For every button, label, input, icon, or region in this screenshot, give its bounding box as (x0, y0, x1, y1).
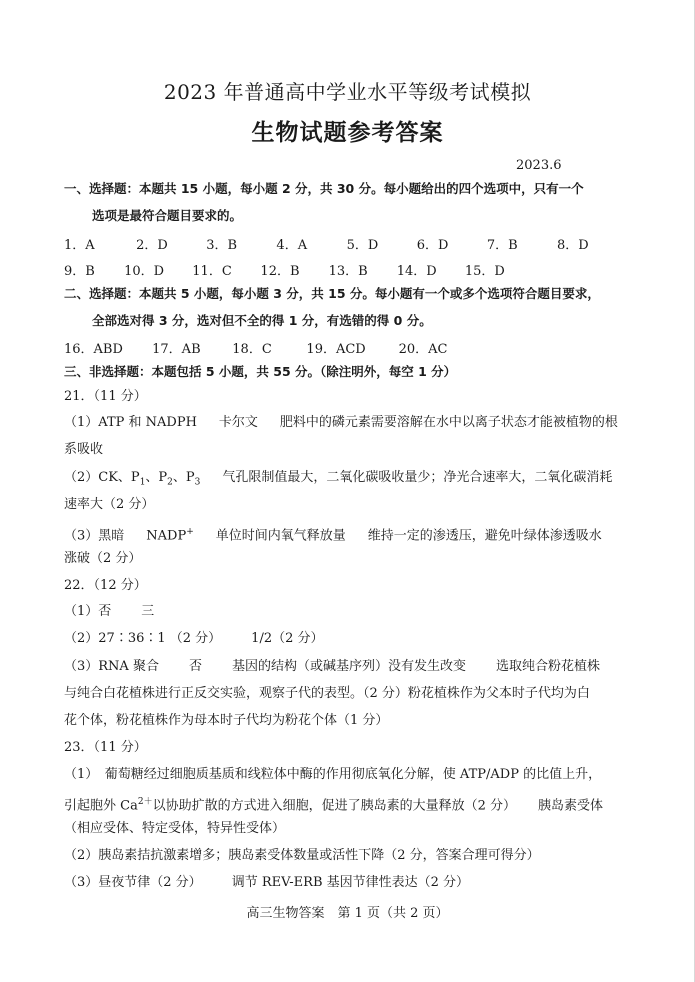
q21-p3-answer-b: NADP (146, 528, 187, 544)
section1-answers-row2 (64, 260, 505, 279)
q23-p3-answer-a: （3）昼夜节律（2 分） (64, 875, 202, 890)
answer-item: 9．B (64, 264, 95, 279)
q22-p3-answer-b: 否 (188, 659, 202, 674)
q23-p1-answer-b: 胰岛素受体 (537, 798, 603, 814)
q22-part1 (64, 603, 154, 621)
answer-item: 13．B (328, 264, 368, 279)
section1-header-line1: 一、选择题：本题共 15 小题，每小题 2 分，共 30 分。每小题给出的四个选项中，只有一个 (64, 181, 584, 196)
superscript: + (186, 527, 194, 537)
answer-item: 14．D (396, 264, 437, 279)
section2-header-line1: 二、选择题：本题共 5 小题，每小题 3 分，共 15 分。每小题有一个或多个选项符合题目要求， (64, 286, 600, 301)
q23-part1: （1） 葡萄糖经过细胞质基质和线粒体中酶的作用彻底氧化分解，使 ATP/ADP 的比值上升， (64, 767, 602, 782)
subscript: 1 (139, 477, 146, 488)
answer-item: 12．B (260, 264, 300, 279)
q22-part3-cont1: 与纯合白花植株进行正反交实验，观察子代的表型。（2 分）粉花植株作为父本时子代均为白 (64, 686, 590, 701)
q22-p2-answer-a: （2）27∶36∶1 （2 分） (64, 631, 222, 646)
q23-part1-cont2: （相应受体、特定受体，特异性受体） (64, 821, 286, 836)
q21-part1 (64, 414, 618, 432)
section3-header: 三、非选择题：本题包括 5 小题，共 55 分。（除注明外，每空 1 分） (64, 364, 457, 379)
q23-part2: （2）胰岛素拮抗激素增多；胰岛素受体数量或活性下降（2 分，答案合理可得分） (64, 848, 540, 863)
answer-item: 15．D (464, 264, 505, 279)
superscript: 2＋ (137, 797, 153, 807)
q21-p2-text: （2）CK、P (64, 470, 140, 485)
q21-p1-answer-c: 肥料中的磷元素需要溶解在水中以离子状态才能被植物的根 (279, 415, 618, 430)
q21-part2 (64, 469, 612, 492)
answer-item: 5．D (346, 238, 379, 253)
q21-part1-cont: 系吸收 (64, 442, 104, 457)
q21-p2-text: 、P (172, 470, 195, 485)
q21-part2-cont: 速率大（2 分） (64, 497, 155, 512)
q21-p1-answer-b: 卡尔文 (218, 415, 258, 430)
answer-item: 6．D (416, 238, 449, 253)
q22-p1-answer-b: 三 (141, 604, 155, 619)
page-footer: 高三生物答案 第 1 页（共 2 页） (246, 906, 449, 921)
answer-item: 10．D (124, 264, 165, 279)
exam-title: 2023 年普通高中学业水平等级考试模拟 (163, 80, 532, 104)
q22-part3 (64, 658, 600, 676)
q23-part3 (64, 874, 469, 892)
answer-item: 18．C (232, 342, 272, 357)
q21-p1-answer-a: （1）ATP 和 NADPH (64, 415, 197, 430)
section2-header-line2: 全部选对得 3 分，选对但不全的得 1 分，有选错的得 0 分。 (92, 313, 432, 328)
q22-title: 22．（12 分） (64, 578, 147, 593)
answer-item: 7．B (486, 238, 518, 253)
q21-part3-cont: 涨破（2 分） (64, 551, 142, 566)
q21-p3-answer-d: 维持一定的渗透压，避免叶绿体渗透吸水 (367, 528, 602, 544)
answer-item: 1．A (64, 238, 95, 253)
q21-p2-answer-b: 气孔限制值最大，二氧化碳吸收量少；净光合速率大，二氧化碳消耗 (222, 470, 613, 485)
subscript: 2 (167, 477, 173, 488)
answer-item: 8．D (556, 238, 589, 253)
answer-item: 2．D (136, 238, 168, 253)
section1-answers-row1 (64, 234, 589, 253)
answer-item: 4．A (276, 238, 308, 253)
section2-answers-row (64, 338, 447, 357)
q22-p2-answer-b: 1/2（2 分） (251, 631, 324, 646)
answer-item: 20．AC (398, 342, 448, 357)
q23-part1-cont (64, 793, 603, 815)
exam-date: 2023.6 (516, 158, 562, 173)
q22-part3-cont2: 花个体，粉花植株作为母本时子代均为粉花个体（1 分） (64, 713, 389, 728)
q21-p3-answer-a: （3）黑暗 (64, 528, 125, 544)
q22-p1-answer-a: （1）否 (64, 604, 112, 619)
page-title: 生物试题参考答案 (251, 120, 444, 146)
q23-title: 23．（11 分） (64, 740, 147, 755)
answer-item: 11．C (192, 264, 232, 279)
q21-part3 (64, 523, 602, 545)
answer-item: 19．ACD (306, 342, 366, 357)
q22-part2 (64, 630, 324, 648)
answer-item: 3．B (206, 238, 238, 253)
q21-p2-text: 、P (145, 470, 168, 485)
answer-item: 17．AB (152, 342, 201, 357)
answer-item: 16．ABD (64, 342, 123, 357)
section1-header-line2: 选项是最符合题目要求的。 (92, 208, 243, 223)
q23-p3-answer-b: 调节 REV-ERB 基因节律性表达（2 分） (231, 875, 470, 890)
q23-p1-text: 以协助扩散的方式进入细胞，促进了胰岛素的大量释放（2 分） (152, 798, 516, 814)
q22-p3-answer-a: （3）RNA 聚合 (64, 659, 159, 674)
q21-title: 21．（11 分） (64, 389, 147, 404)
q22-p3-answer-d: 选取纯合粉花植株 (496, 659, 601, 674)
subscript: 3 (194, 477, 201, 488)
q22-p3-answer-c: 基因的结构（或碱基序列）没有发生改变 (231, 659, 466, 674)
q23-p1-text: 引起胞外 Ca (64, 798, 138, 814)
q21-p3-answer-c: 单位时间内氧气释放量 (215, 528, 346, 544)
